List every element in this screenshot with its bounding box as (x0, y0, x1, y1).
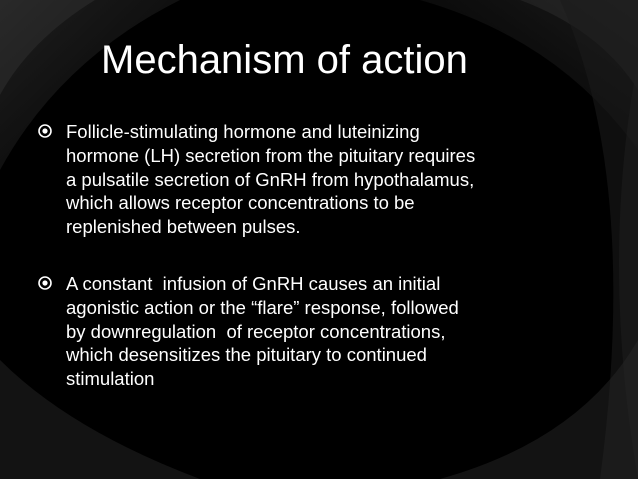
bullet-item (38, 120, 548, 239)
bullet-line: which desensitizes the pituitary to continued (66, 344, 427, 366)
bullet-list (38, 120, 548, 424)
bullet-text (66, 120, 548, 239)
bullet-line: which allows receptor concentrations to be (66, 192, 415, 214)
slide-title: Mechanism of action (101, 38, 468, 82)
bullet-line: hormone (LH) secretion from the pituitary requires (66, 144, 476, 166)
bullet-item (38, 272, 548, 391)
bullet-line: A constant infusion of GnRH causes an initial (66, 272, 441, 294)
bullet-line: Follicle-stimulating hormone and luteinizing (66, 121, 420, 142)
bullet-line: agonistic action or the “flare” response, followed (66, 296, 459, 318)
bullet-line: replenished between pulses. (66, 216, 301, 238)
bullet-line: a pulsatile secretion of GnRH from hypothalamus, (66, 168, 475, 190)
target-bullet-icon (38, 124, 52, 138)
bullet-text (66, 272, 548, 391)
target-bullet-icon (38, 276, 52, 290)
bullet-line: stimulation (66, 368, 155, 390)
bullet-line: by downregulation of receptor concentrations, (66, 320, 446, 342)
